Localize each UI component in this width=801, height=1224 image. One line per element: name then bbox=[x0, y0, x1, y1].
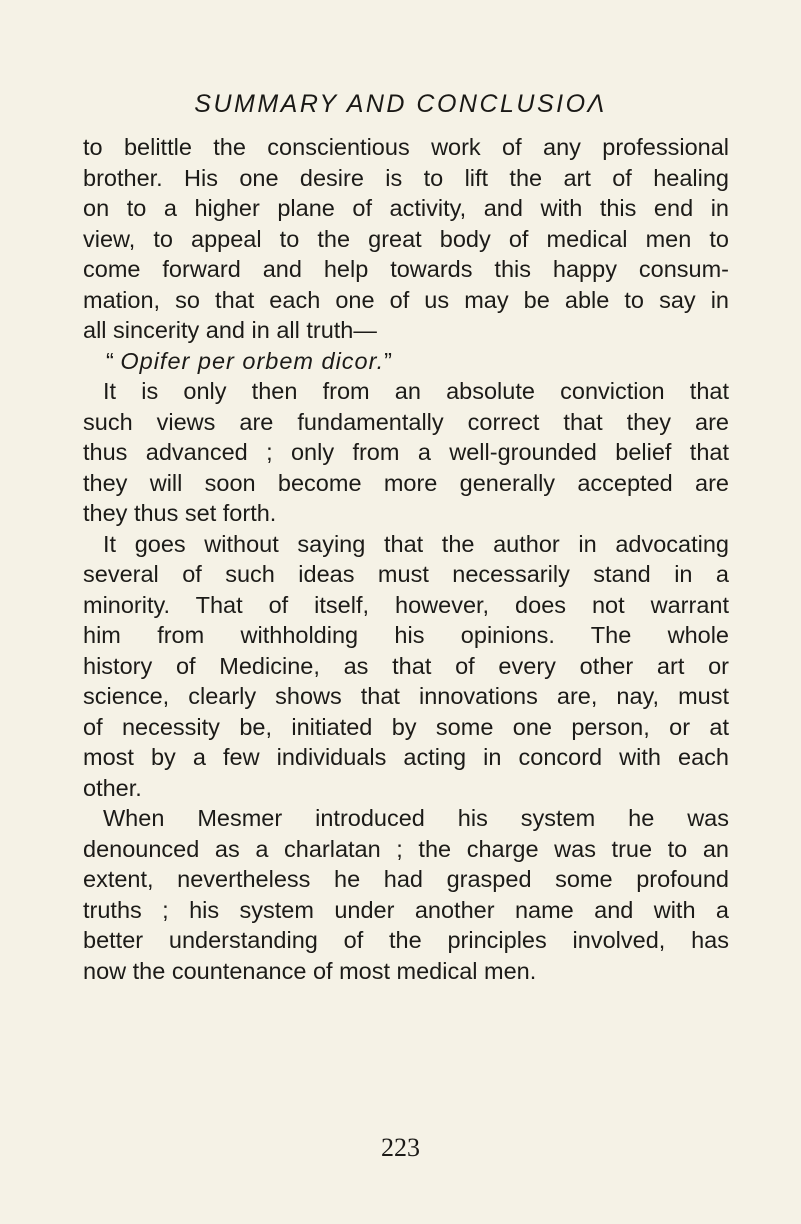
text-line: view, to appeal to the great body of medical men to bbox=[83, 225, 729, 252]
text-line: they will soon become more generally accepted are bbox=[83, 469, 729, 496]
close-quote-mark: ” bbox=[384, 347, 392, 374]
text-line: better understanding of the principles involved, has bbox=[83, 927, 729, 953]
text-line: truths ; his system under another name and with a bbox=[83, 896, 729, 923]
text-line: other. bbox=[83, 774, 142, 801]
text-line: most by a few individuals acting in concord with each bbox=[83, 744, 729, 770]
text-line: come forward and help towards this happy consum- bbox=[83, 256, 729, 282]
body-text bbox=[83, 132, 729, 986]
text-line: minority. That of itself, however, does not warrant bbox=[83, 591, 729, 618]
text-line: denounced as a charlatan ; the charge was true to an bbox=[83, 835, 729, 862]
text-line: It is only then from an absolute conviction that bbox=[103, 378, 729, 404]
text-line: such views are fundamentally correct that they are bbox=[83, 408, 729, 435]
text-line: brother. His one desire is to lift the art of healing bbox=[83, 164, 729, 191]
page-number: 223 bbox=[381, 1133, 420, 1162]
text-line: to belittle the conscientious work of any professional bbox=[83, 134, 729, 160]
text-line: mation, so that each one of us may be able to say in bbox=[83, 286, 729, 313]
text-line: extent, nevertheless he had grasped some profound bbox=[83, 866, 729, 892]
text-line: When Mesmer introduced his system he was bbox=[103, 805, 729, 831]
text-line: all sincerity and in all truth— bbox=[83, 317, 377, 343]
quote-text: Opifer per orbem dicor. bbox=[120, 347, 385, 374]
text-line: him from withholding his opinions. The whole bbox=[83, 622, 729, 648]
latin-quote bbox=[83, 346, 729, 377]
text-line: science, clearly shows that innovations are, nay, must bbox=[83, 683, 729, 709]
text-line: It goes without saying that the author in advocating bbox=[103, 530, 729, 557]
running-head: SUMMARY AND CONCLUSIOɅ bbox=[194, 90, 607, 118]
text-line: several of such ideas must necessarily stand in a bbox=[83, 561, 729, 587]
text-line: on to a higher plane of activity, and with this end in bbox=[83, 195, 729, 221]
text-line: of necessity be, initiated by some one person, or at bbox=[83, 713, 729, 740]
text-line: thus advanced ; only from a well-grounded belief that bbox=[83, 439, 729, 465]
text-line: history of Medicine, as that of every other art or bbox=[83, 652, 729, 679]
open-quote-mark: “ bbox=[106, 347, 114, 374]
text-line: now the countenance of most medical men. bbox=[83, 957, 537, 984]
text-line: they thus set forth. bbox=[83, 500, 277, 526]
